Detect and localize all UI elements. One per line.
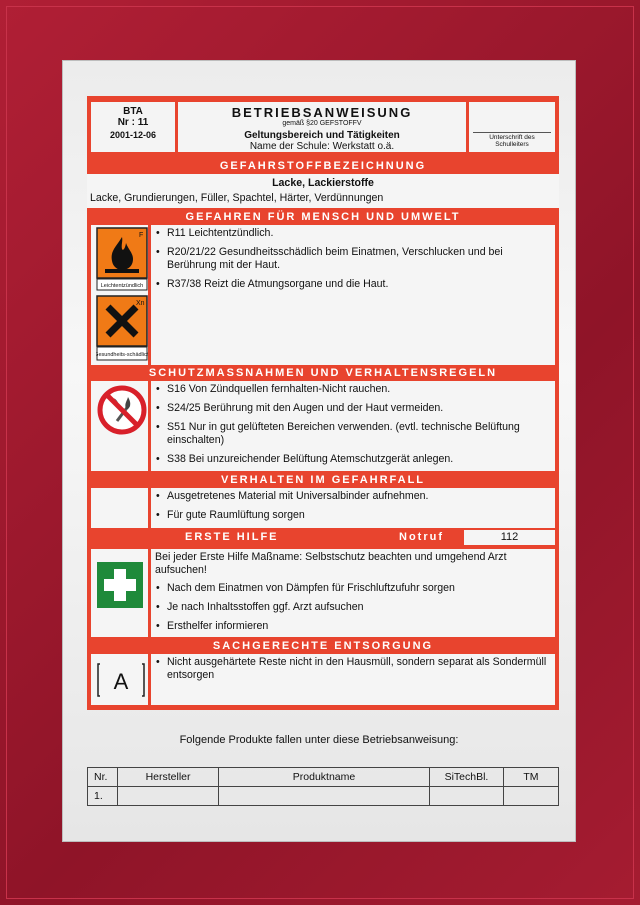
firstaid-heading-label: ERSTE HILFE [185,531,279,543]
first-aid-cross-icon [97,562,143,613]
table-cell[interactable] [503,787,558,806]
list-item: • Ersthelfer informieren [155,620,551,633]
notruf-number: 112 [464,530,555,545]
flammable-pictogram [96,227,148,291]
firstaid-icon-cell [91,549,151,637]
protection-icon-cell [91,381,151,471]
harmful-label: Gesundheits-schädlich [96,352,148,358]
hazard-icons [91,225,151,365]
list-item: • S38 Bei unzureichender Belüftung Atemschutzgerät anlegen. [155,453,551,466]
signature-label: Unterschrift des Schulleiters [473,132,551,148]
section-firstaid [91,549,555,637]
list-item: • Nach dem Einatmen von Dämpfen für Frischluftzufuhr sorgen [155,582,551,595]
scope-value: Name der Schule: Werkstatt o.ä. [249,141,395,152]
table-row [88,787,559,806]
protection-list [155,383,551,472]
products-intro: Folgende Produkte fallen unter diese Betriebsanweisung: [179,734,459,746]
no-fire-icon [97,385,147,440]
bta-label: BTA [123,106,143,117]
list-item: • Nicht ausgehärtete Reste nicht in den Hausmüll, sondern separat als Sondermüll entsorgen [155,656,551,682]
header-title-box [178,102,466,152]
flammable-letter: F [139,232,144,239]
section-hazards [91,225,555,365]
disposal-letter: A [113,669,129,694]
flammable-label: Leichtentzündlich [100,283,144,289]
section-emergency [91,488,555,528]
list-item: • Für gute Raumlüftung sorgen [155,509,551,522]
firstaid-intro: Bei jeder Erste Hilfe Maßname: Selbstschutz beachten und umgehend Arzt aufsuchen! [155,551,507,576]
disposal-list [155,656,551,688]
list-item: • S51 Nur in gut gelüfteten Bereichen verwenden. (evtl. technische Belüftung einschalten) [155,421,551,447]
table-cell: 1. [88,787,118,806]
header [91,102,555,152]
products-table [87,767,559,806]
list-item: • S16 Von Zündquellen fernhalten-Nicht rauchen. [155,383,551,396]
emergency-list [155,490,551,528]
header-id-box [91,102,175,152]
column-header: Nr. [88,768,118,787]
column-header: SiTechBl. [430,768,504,787]
list-item: • S24/25 Berührung mit den Augen und der Haut vermeiden. [155,402,551,415]
list-item: • Ausgetretenes Material mit Universalbinder aufnehmen. [155,490,551,503]
section-disposal-heading: SACHGERECHTE ENTSORGUNG [212,640,434,652]
harmful-letter: Xn [136,300,145,307]
disposal-icon-cell [91,654,151,705]
section-substance [87,174,559,208]
section-disposal [91,654,555,705]
signature-box [469,102,555,152]
disposal-a-icon [96,662,146,698]
column-header: TM [503,768,558,787]
emergency-icon-cell [91,488,151,528]
table-cell[interactable] [218,787,429,806]
section-protection-heading: SCHUTZMASSNAHMEN UND VERHALTENSREGELN [148,367,498,379]
section-emergency-heading: VERHALTEN IM GEFAHRFALL [220,474,426,486]
list-item: • R11 Leichtentzündlich. [155,227,551,240]
section-protection [91,381,555,471]
substance-name: Lacke, Lackierstoffe [272,177,374,189]
scope-title: Geltungsbereich und Tätigkeiten [244,130,400,141]
table-header-row [88,768,559,787]
column-header: Produktname [218,768,429,787]
page-title: BETRIEBSANWEISUNG [231,105,413,120]
section-substance-heading: GEFAHRSTOFFBEZEICHNUNG [219,160,427,172]
operating-instruction [87,96,559,710]
notruf-label: Notruf [399,531,444,543]
list-item: • R37/38 Reizt die Atmungsorgane und die Haut. [155,278,551,291]
table-cell[interactable] [430,787,504,806]
firstaid-list [155,551,551,637]
hazard-list [155,227,551,297]
substance-detail: Lacke, Grundierungen, Füller, Spachtel, Härter, Verdünnungen [90,192,384,204]
page-subtitle: gemäß §20 GEFSTOFFV [282,120,362,127]
list-item: • R20/21/22 Gesundheitsschädlich beim Einatmen, Verschlucken und bei Berührung mit der Haut. [155,246,551,272]
list-item: • Je nach Inhaltsstoffen ggf. Arzt aufsuchen [155,601,551,614]
bta-number: Nr : 11 [117,117,149,128]
section-hazards-heading: GEFAHREN FÜR MENSCH UND UMWELT [185,211,461,223]
column-header: Hersteller [118,768,219,787]
bta-date: 2001-12-06 [109,130,157,140]
table-cell[interactable] [118,787,219,806]
harmful-pictogram [96,295,148,361]
